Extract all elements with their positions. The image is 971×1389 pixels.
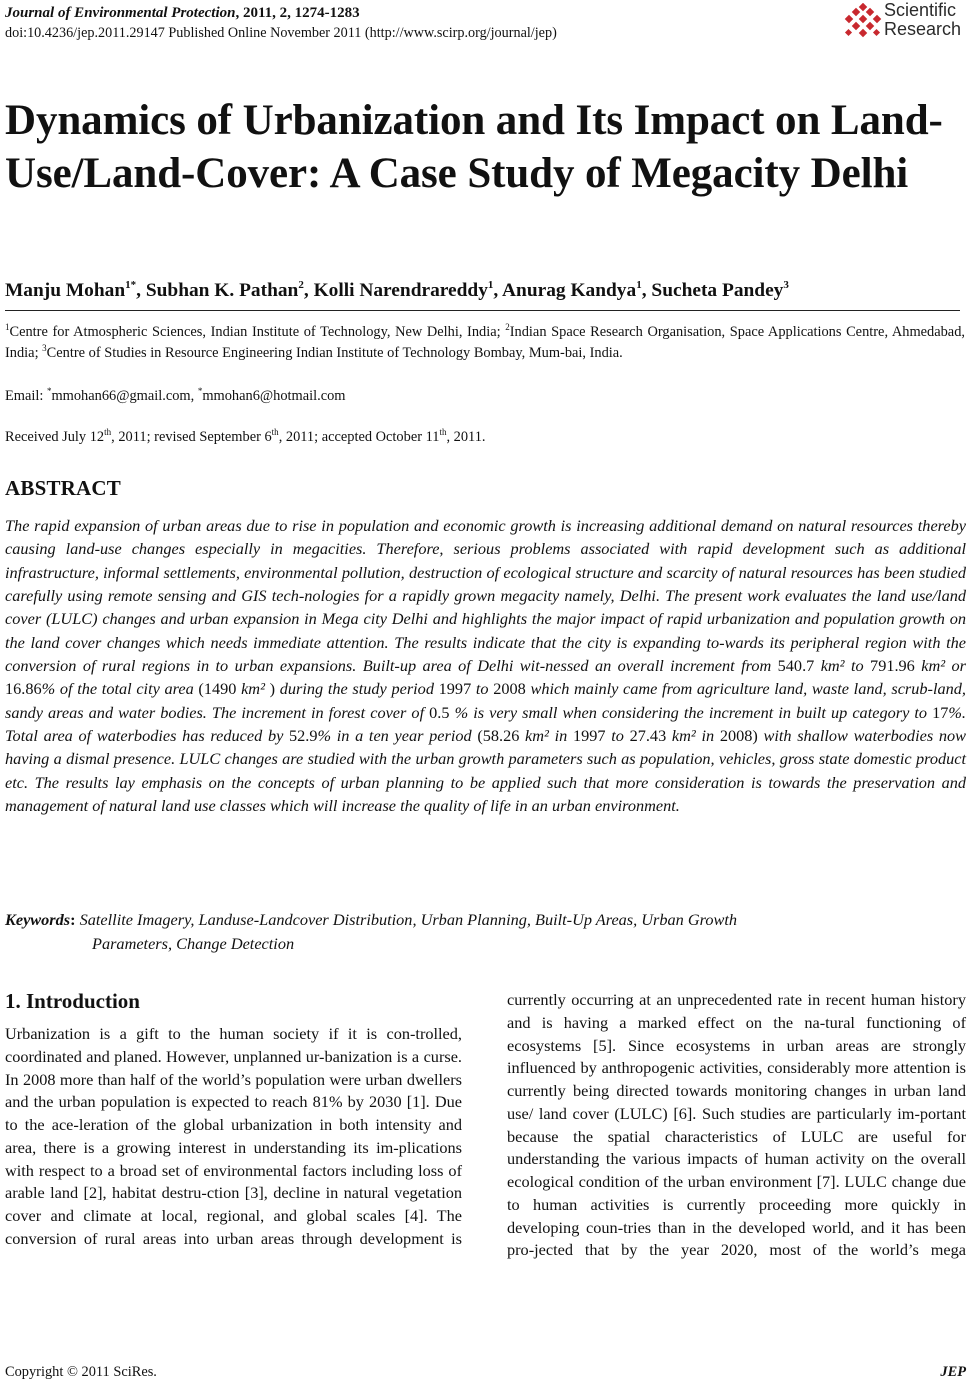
email-link[interactable]: mmohan6@hotmail.com bbox=[202, 388, 346, 404]
author-name: Manju Mohan bbox=[5, 280, 126, 301]
intro-left-column: Urbanization is a gift to the human society if it is con-trolled, coordinated and planed. However, unplanned ur-banization is a curse. In 2008 more than half of the world’s population were urban dwellers and the urban population is expected to reach 81% by 2030 [1]. Due to the ace-leration of the global urbanization in both intensity and area, there is a growing interest in understanding its im-plications with respect to a broad set of environmental factors including loss of arable land [2], habitat destru-ction [3], decline in natural vegetation cover and climate at local, regional, and global scales [4]. The conversion of rural areas into urban areas through development is bbox=[5, 1024, 462, 1248]
affiliations: $^1$Centre for Atmospheric Sciences, Indian Institute of Technology, New Delhi, India; $^2$Indian Space Research Organisation, Space Applications Centre, Ahmedabad, India; $^3$Centre of Studies in Resource Engineering Indian Institute of Technology Bombay, Mum-bai, India. bbox=[5, 322, 965, 361]
author-affiliation-mark: 1* bbox=[125, 279, 137, 291]
abstract-body: The rapid expansion of urban areas due to rise in population and economic growth is increasing additional demand on natural resources thereby causing land-use changes especially in megacities. Therefore, serious problems associated with rapid development such as additional infrastructure, informal settlements, environmental pollution, destruction of ecological structure and scarcity of natural resources has been studied carefully using remote sensing and GIS tech-nologies for a rapidly grown megacity namely, Delhi. The present work evaluates the land use/land cover (LULC) changes and urban expansion in Mega city Delhi and highlights the major impact of rapid urbanization and population growth on the land cover changes which needs immediate attention. The results indicate that the city is expanding to-wards its peripheral region with the conversion of rural regions in to urban expansions. Built-up area of Delhi wit-nessed an overall increment from 540.7 km² to 791.96 km² or 16.86% of the total city area (1490 km² ) during the study period 1997 to 2008 which mainly came from agriculture land, waste land, scrub-land, sandy areas and water bodies. The increment in forest cover of 0.5 % is very small when considering the increment in built up category to 17%. Total area of waterbodies has reduced by 52.9% in a ten year period (58.26 km² in 1997 to 27.43 km² in 2008) with shallow waterbodies now having a dismal presence. LULC changes are studied with the urban growth parameters such as population, vehicles, gross state domestic product etc. The results lay emphasis on the concepts of urban planning to be applied such that more consideration is towards the preservation and management of natural land use classes which will increase the quality of life in an urban environment. bbox=[5, 516, 966, 816]
author-divider bbox=[5, 310, 960, 311]
author-affiliation-mark: 1 bbox=[636, 279, 642, 291]
journal-name: Journal of Environmental Protection bbox=[5, 5, 236, 21]
author-name: Subhan K. Pathan bbox=[145, 280, 299, 301]
email-link[interactable]: mmohan66@gmail.com bbox=[51, 388, 191, 404]
author-affiliation-mark: 3 bbox=[783, 279, 789, 291]
footer-copyright: Copyright © 2011 SciRes. bbox=[5, 1364, 157, 1380]
author-name: Anurag Kandya bbox=[502, 280, 637, 301]
paper-title: Dynamics of Urbanization and Its Impact on Land-Use/Land-Cover: A Case Study of Megacity Delhi bbox=[5, 97, 943, 197]
journal-issue: , 2011, 2, 1274-1283 bbox=[235, 5, 360, 21]
doi-line: doi:10.4236/jep.2011.29147 Published Online November 2011 (http://www.scirp.org/journal/jep) bbox=[5, 25, 557, 41]
contact-email: Email: *mmohan66@gmail.com, *mmohan6@hotmail.com bbox=[5, 386, 346, 404]
publication-dates: Received July 12th, 2011; revised September 6th, 2011; accepted October 11th, 2011. bbox=[5, 427, 486, 445]
publisher-logo bbox=[843, 0, 967, 44]
publisher-logo-text: Scientific Research bbox=[884, 0, 962, 39]
keywords: Keywords: Satellite Imagery, Landuse-Landcover Distribution, Urban Planning, Built-Up Areas, Urban Growth Parameters, Change Detection bbox=[5, 908, 945, 955]
author-list: Manju Mohan$^{1*}$, Subhan K. Pathan$^2$, Kolli Narendrareddy$^1$, Anurag Kandya$^1$, Sucheta Pandey$^3$ bbox=[5, 279, 789, 301]
author-name: Kolli Narendrareddy bbox=[313, 280, 488, 301]
intro-right-column: currently occurring at an unprecedented rate in recent human history and is having a marked effect on the na-tural functioning of ecosystems [5]. Since ecosystems in urban areas are strongly influenced by anthropogenic activities, considerably more attention is currently being directed towards monitoring changes in urban land use/ land cover (LULC) [6]. Such studies are particularly im-portant because the spatial characteristics of LULC are useful for understanding the various impacts of human activity on the overall ecological condition of the urban environment [7]. LULC change due to human activities is currently proceeding more quickly in developing coun-tries than in the developed world, and it has been pro-jected that by the year 2020, most of the world’s mega bbox=[507, 990, 966, 1260]
footer-journal-abbr: JEP bbox=[940, 1364, 966, 1380]
abstract-heading: ABSTRACT bbox=[5, 476, 121, 500]
keywords-line-1: Satellite Imagery, Landuse-Landcover Distribution, Urban Planning, Built-Up Areas, Urban Growth bbox=[79, 910, 738, 929]
section-heading-introduction: 1. Introduction bbox=[5, 989, 140, 1013]
journal-header bbox=[5, 3, 557, 43]
author-affiliation-mark: 2 bbox=[298, 279, 304, 291]
keywords-line-2: Parameters, Change Detection bbox=[92, 933, 295, 953]
author-name: Sucheta Pandey bbox=[651, 280, 784, 301]
scientific-research-logo-icon bbox=[843, 3, 883, 43]
author-affiliation-mark: 1 bbox=[487, 279, 494, 291]
keywords-label: Keywords bbox=[5, 910, 71, 929]
